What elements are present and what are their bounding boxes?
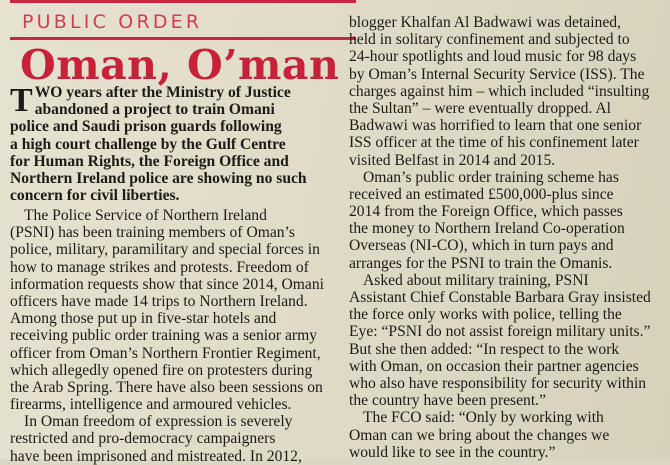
body-line: officer from Oman’s Northern Frontier Regiment, — [10, 344, 321, 362]
body-line: firearms, intelligence and armoured vehicles. — [10, 396, 292, 414]
body-line: Badwawi was horrified to learn that one senior — [349, 117, 642, 135]
body-line: 24-hour spotlights and loud music for 98 days — [349, 48, 637, 66]
body-line: by Oman’s Internal Security Service (ISS). The — [349, 65, 645, 83]
body-line: Oman’s public order training scheme has — [363, 168, 619, 186]
body-line: police, military, paramilitary and special forces in — [10, 241, 320, 259]
body-line: charges against him – which included “insulting — [349, 82, 650, 100]
lede-line: Northern Ireland police are showing no such — [10, 169, 307, 187]
body-line: would like to see in the country.” — [349, 443, 556, 461]
headline: Oman, O’man — [20, 41, 340, 89]
body-line: receiving public order training was a senior army — [10, 327, 318, 345]
lede-line: a high court challenge by the Gulf Centre — [10, 135, 286, 153]
body-text-left — [10, 207, 346, 465]
lede-line: concern for civil liberties. — [10, 187, 180, 205]
body-line: which allegedly opened fire on protesters during — [10, 361, 313, 379]
body-line: how to manage strikes and protests. Freedom of — [10, 258, 309, 276]
body-line: held in solitary confinement and subjected to — [349, 31, 630, 49]
body-line: Asked about military training, PSNI — [363, 271, 589, 289]
body-line: have been imprisoned and mistreated. In 2012, — [10, 447, 302, 465]
body-line: the force only works with police, telling the — [349, 306, 622, 324]
header-rule — [10, 37, 356, 40]
body-line: visited Belfast in 2014 and 2015. — [349, 151, 556, 169]
body-line: The Police Service of Northern Ireland — [24, 207, 267, 224]
body-line: information requests show that since 2014, Omani — [10, 275, 324, 293]
body-line: (PSNI) has been training members of Oman’s — [10, 224, 295, 242]
drop-cap: T — [10, 82, 33, 119]
right-column — [349, 14, 667, 461]
body-line: ISS officer at the time of his confinement later — [349, 134, 639, 152]
body-line: the Arab Spring. There have also been sessions on — [10, 378, 323, 396]
body-line: the country have been present.” — [349, 392, 547, 410]
body-line: with Oman, on occasion their partner agencies — [349, 357, 639, 375]
lede-line: WO years after the Ministry of Justice — [34, 84, 291, 101]
top-rule — [10, 0, 356, 3]
lede-paragraph — [10, 84, 346, 204]
body-line: blogger Khalfan Al Badwawi was detained, — [349, 14, 621, 31]
lede-line: for Human Rights, the Foreign Office and — [10, 152, 289, 170]
body-line: The FCO said: “Only by working with — [363, 409, 604, 427]
body-line: Among those put up in five-star hotels and — [10, 310, 277, 328]
body-line: arranges for the PSNI to train the Omanis. — [349, 254, 613, 272]
body-line: received an estimated £500,000-plus since — [349, 185, 614, 203]
body-line: In Oman freedom of expression is severely — [24, 413, 293, 431]
body-line: Assistant Chief Constable Barbara Gray insisted — [349, 289, 651, 306]
body-line: Eye: “PSNI do not assist foreign military units.” — [349, 323, 651, 341]
lede-line: abandoned a project to train Omani — [34, 101, 275, 119]
body-line: officers have made 14 trips to Northern Ireland. — [10, 292, 308, 310]
section-kicker: PUBLIC ORDER — [22, 11, 203, 33]
body-line: who also have responsibility for security within — [349, 374, 647, 392]
body-line: the money to Northern Ireland Co-operation — [349, 220, 625, 238]
body-line: 2014 from the Foreign Office, which passes — [349, 203, 623, 221]
lede-line: police and Saudi prison guards following — [10, 118, 282, 136]
body-line: Overseas (NI-CO), which in turn pays and — [349, 237, 614, 255]
body-line: Oman can we bring about the changes we — [349, 426, 610, 444]
body-line: restricted and pro-democracy campaigners — [10, 430, 276, 448]
body-line: But she then added: “In respect to the work — [349, 340, 620, 358]
body-line: the Sultan” – were eventually dropped. Al — [349, 99, 611, 117]
